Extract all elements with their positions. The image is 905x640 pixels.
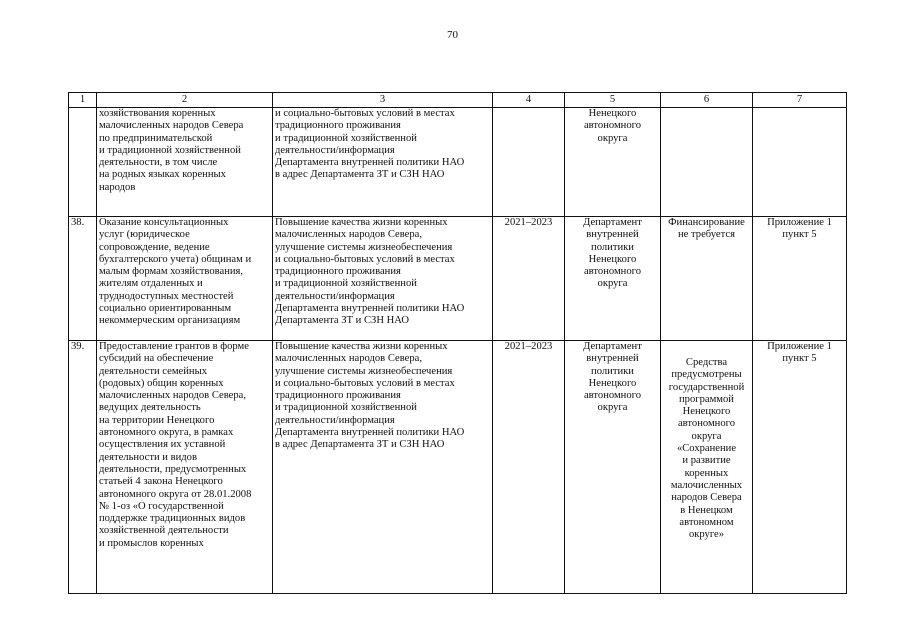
period-text: 2021–2023 [504, 341, 553, 352]
text-line: малочисленных народов Севера, [275, 353, 423, 365]
result-text [275, 217, 490, 328]
result-cell [273, 341, 493, 594]
text-line: осуществления их уставной [99, 439, 226, 451]
text-line: округа [597, 278, 628, 290]
text-line: Департамента внутренней политики НАО [275, 427, 465, 439]
executor-cell [565, 217, 661, 341]
text-line: субсидий на обеспечение [99, 353, 214, 365]
text-line: внутренней [586, 353, 639, 365]
text-line: сопровождение, ведение [99, 241, 210, 253]
text-line: округе» [688, 529, 725, 541]
text-line: автономного округа, в рамках [99, 427, 234, 439]
financing-cell [661, 108, 753, 217]
text-line: Ненецкого [588, 108, 637, 119]
financing-text [663, 357, 750, 541]
text-line: деятельности/информация [275, 144, 395, 156]
executor-cell [565, 341, 661, 594]
executor-text [567, 341, 658, 415]
text-line: пункт 5 [782, 353, 817, 365]
text-line: Средства [685, 357, 728, 368]
text-line: и социально-бытовых условий в местах [275, 377, 455, 389]
text-line: малочисленных народов Севера, [275, 229, 423, 241]
text-line: «Сохранение [676, 443, 737, 455]
executor-cell [565, 108, 661, 217]
note-cell [753, 341, 847, 594]
text-line: не требуется [678, 229, 735, 241]
text-line: Департамент [583, 217, 642, 228]
text-line: в адрес Департамента ЗТ и СЗН НАО [275, 439, 445, 451]
note-text [755, 217, 844, 242]
text-line: Повышение качества жизни коренных [275, 341, 448, 352]
text-line: Ненецкого [588, 253, 637, 265]
text-line: деятельности семейных [99, 365, 207, 377]
text-line: автономного [583, 390, 642, 402]
row-number: 39. [71, 341, 85, 352]
text-line: и развитие [682, 455, 731, 467]
text-line: малочисленных народов Севера, [99, 390, 247, 402]
text-line: традиционного проживания [275, 266, 401, 278]
text-line: предусмотрены [671, 369, 742, 381]
financing-text [663, 217, 750, 242]
text-line: в Ненецком [680, 504, 733, 516]
row-number-cell [69, 341, 97, 594]
executor-text [567, 108, 658, 145]
text-line: политики [591, 241, 634, 253]
text-line: внутренней [586, 229, 639, 241]
table-row [69, 108, 847, 217]
text-line: Ненецкого [588, 377, 637, 389]
text-line: Департамента внутренней политики НАО [275, 157, 465, 169]
row-number: 38. [71, 217, 85, 228]
text-line: деятельности/информация [275, 414, 395, 426]
text-line: округа [691, 430, 722, 442]
column-number: 6 [661, 93, 753, 108]
text-line: Финансирование [668, 217, 745, 228]
text-line: Предоставление грантов в форме [99, 341, 249, 352]
table-row [69, 341, 847, 594]
period-text: 2021–2023 [504, 217, 553, 228]
text-line: и традиционной хозяйственной [275, 132, 417, 144]
text-line: хозяйствования коренных [99, 108, 216, 119]
text-line: и традиционной хозяйственной [99, 144, 241, 156]
text-line: автономном [679, 516, 734, 528]
plan-table [68, 92, 847, 594]
column-number-row [69, 93, 847, 108]
note-cell [753, 217, 847, 341]
text-line: деятельности, в том числе [99, 157, 218, 169]
result-text [275, 108, 490, 182]
text-line: ведущих деятельность [99, 402, 201, 414]
table-row [69, 217, 847, 341]
text-line: деятельности/информация [275, 290, 395, 302]
note-cell [753, 108, 847, 217]
text-line: социально ориентированным [99, 303, 232, 315]
text-line: деятельности и видов [99, 451, 197, 463]
text-line: малым формам хозяйствования, [99, 266, 244, 278]
text-line: улучшение системы жизнеобеспечения [275, 241, 453, 253]
text-line: округа [597, 402, 628, 414]
financing-cell [661, 217, 753, 341]
executor-text [567, 217, 658, 291]
text-line: автономного [583, 120, 642, 132]
text-line: и традиционной хозяйственной [275, 402, 417, 414]
text-line: по предпринимательской [99, 132, 213, 144]
text-line: автономного округа от 28.01.2008 [99, 488, 252, 500]
result-cell [273, 108, 493, 217]
text-line: статьей 4 закона Ненецкого [99, 476, 223, 488]
text-line: Департамента внутренней политики НАО [275, 303, 465, 315]
text-line: на родных языках коренных [99, 169, 226, 181]
column-number: 7 [753, 93, 847, 108]
text-line: Департамента ЗТ и СЗН НАО [275, 315, 410, 327]
text-line: традиционного проживания [275, 390, 401, 402]
text-line: Повышение качества жизни коренных [275, 217, 448, 228]
column-number: 1 [69, 93, 97, 108]
text-line: Ненецкого [682, 406, 731, 418]
column-number: 3 [273, 93, 493, 108]
page-number: 70 [447, 29, 458, 41]
text-line: и социально-бытовых условий в местах [275, 108, 455, 119]
period-cell [493, 341, 565, 594]
text-line: и социально-бытовых условий в местах [275, 253, 455, 265]
text-line: Приложение 1 [767, 341, 832, 352]
column-number: 4 [493, 93, 565, 108]
text-line: поддержке традиционных видов [99, 513, 246, 525]
text-line: жителям отдаленных и [99, 278, 203, 290]
period-cell [493, 217, 565, 341]
text-line: деятельности, предусмотренных [99, 463, 247, 475]
text-line: пункт 5 [782, 229, 817, 241]
text-line: автономного [677, 418, 736, 430]
text-line: малочисленных народов Севера [99, 120, 244, 132]
text-line: и традиционной хозяйственной [275, 278, 417, 290]
text-line: политики [591, 365, 634, 377]
text-line: Приложение 1 [767, 217, 832, 228]
row-number-cell [69, 217, 97, 341]
text-line: государственной [668, 381, 745, 393]
measure-cell [97, 108, 273, 217]
row-number-cell [69, 108, 97, 217]
text-line: бухгалтерского учета) общинам и [99, 253, 252, 265]
column-number: 5 [565, 93, 661, 108]
text-line: Департамент [583, 341, 642, 352]
text-line: народов [99, 181, 136, 193]
text-line: автономного [583, 266, 642, 278]
text-line: (родовых) общин коренных [99, 377, 224, 389]
text-line: малочисленных [670, 479, 743, 491]
text-line: услуг (юридическое [99, 229, 190, 241]
text-line: № 1-оз «О государственной [99, 500, 224, 512]
note-text [755, 341, 844, 366]
text-line: коренных [684, 467, 729, 479]
text-line: и промыслов коренных [99, 537, 204, 549]
measure-cell [97, 217, 273, 341]
text-line: народов Севера [671, 492, 742, 504]
text-line: хозяйственной деятельности [99, 525, 229, 537]
text-line: труднодоступных местностей [99, 290, 234, 302]
result-cell [273, 217, 493, 341]
measure-cell [97, 341, 273, 594]
text-line: на территории Ненецкого [99, 414, 215, 426]
text-line: улучшение системы жизнеобеспечения [275, 365, 453, 377]
measure-text [99, 108, 270, 194]
result-text [275, 341, 490, 452]
column-number: 2 [97, 93, 273, 108]
text-line: в адрес Департамента ЗТ и СЗН НАО [275, 169, 445, 181]
text-line: программой [679, 393, 734, 405]
financing-cell [661, 341, 753, 594]
text-line: некоммерческим организациям [99, 315, 241, 327]
measure-text [99, 341, 270, 550]
text-line: Оказание консультационных [99, 217, 229, 228]
measure-text [99, 217, 270, 328]
period-cell [493, 108, 565, 217]
text-line: традиционного проживания [275, 120, 401, 132]
text-line: округа [597, 132, 628, 144]
